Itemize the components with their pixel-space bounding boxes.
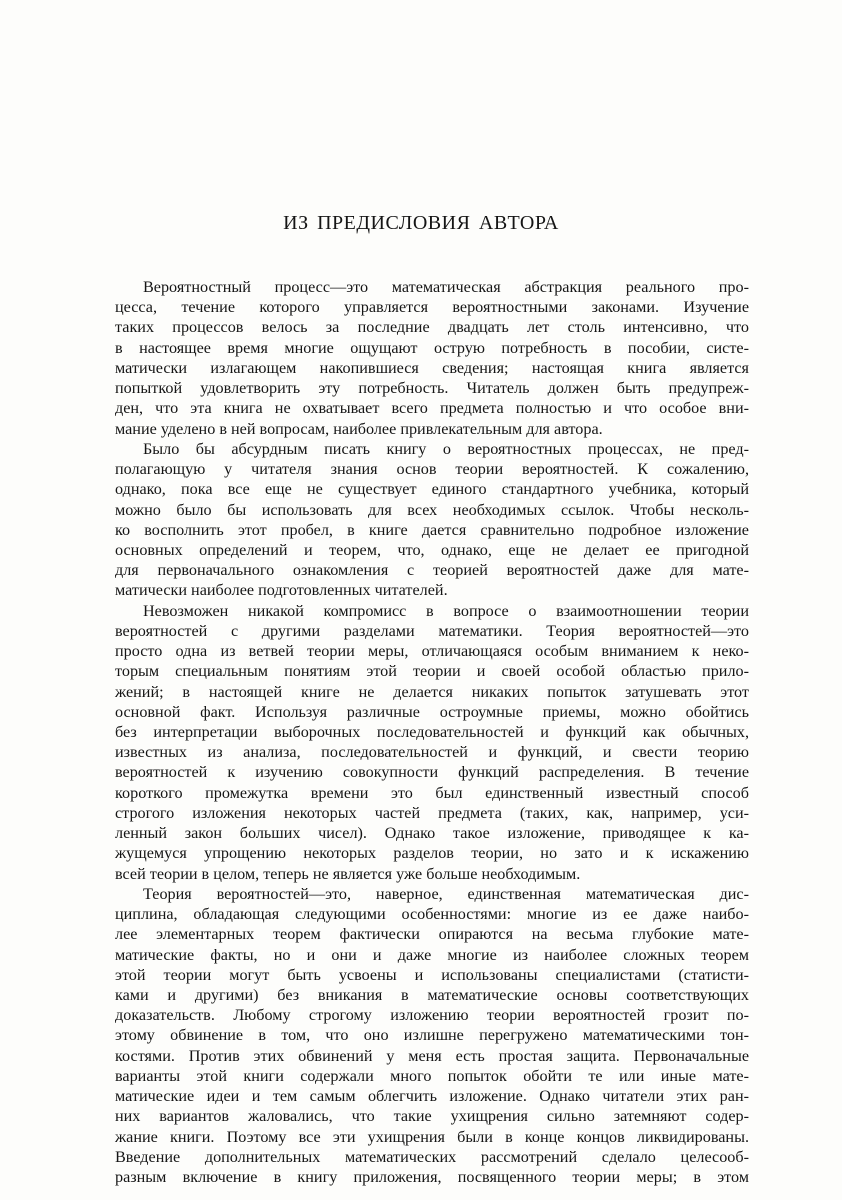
text-line: матически наиболее подготовленных читателей. <box>115 582 448 600</box>
text-line: костями. Против этих обвинений у меня есть простая защита. Первоначальные <box>115 1047 749 1065</box>
text-line: таких процессов велось за последние двадцать лет столь интенсивно, что <box>115 319 749 337</box>
text-line: циплина, обладающая следующими особенностями: многие из ее даже наибо- <box>115 906 749 924</box>
text-line: Теория вероятностей—это, наверное, единственная математическая дис- <box>143 885 749 903</box>
text-line: известных из анализа, последовательностей и функций, и свести теорию <box>115 744 749 762</box>
text-line: однако, пока все еще не существует единого стандартного учебника, который <box>115 481 749 499</box>
text-line: Невозможен никакой компромисс в вопросе о взаимоотношении теории <box>143 602 749 620</box>
page-title: ИЗ ПРЕДИСЛОВИЯ АВТОРА <box>283 212 559 234</box>
text-line: них вариантов жаловались, что такие ухищрения сильно затемняют содер- <box>115 1108 749 1126</box>
text-line: ленный закон больших чисел). Однако такое изложение, приводящее к ка- <box>115 825 749 843</box>
text-line: всей теории в целом, теперь не является уже больше необходимым. <box>115 865 581 883</box>
text-line: разным включение в книгу приложения, посвященного теории меры; в этом <box>115 1169 749 1186</box>
text-line: основной факт. Используя различные остроумные приемы, можно обойтись <box>115 703 749 721</box>
text-line: полагающую у читателя знания основ теории вероятностей. К сожалению, <box>115 461 749 479</box>
text-line: ками и другими) без вникания в математические основы соответствующих <box>115 986 749 1004</box>
text-line: жений; в настоящей книге не делается никаких попыток затушевать этот <box>115 683 749 701</box>
text-line: вероятностей к изучению совокупности функций распределения. В течение <box>115 764 749 782</box>
text-line: строгого изложения некоторых частей предмета (таких, как, например, уси- <box>115 804 749 822</box>
text-line: лее элементарных теорем фактически опираются на весьма глубокие мате- <box>115 926 749 944</box>
text-line: для первоначального ознакомления с теорией вероятностей даже для мате- <box>115 562 749 580</box>
text-line: вероятностей с другими разделами математики. Теория вероятностей—это <box>115 622 749 640</box>
text-line: ко восполнить этот пробел, в книге дается сравнительно подробное изложение <box>115 521 749 539</box>
text-line: доказательств. Любому строгому изложению теории вероятностей грозит по- <box>115 1007 749 1025</box>
text-line: просто одна из ветвей теории меры, отличающаяся особым вниманием к неко- <box>115 643 749 661</box>
text-line: без интерпретации выборочных последовательностей и функций как обычных, <box>115 724 749 741</box>
text-line: торым специальным понятиям этой теории и своей особой областью прило- <box>115 663 749 681</box>
text-line: цесса, течение которого управляется вероятностными законами. Изучение <box>115 299 749 317</box>
text-line: матические факты, но и они и даже многие из наиболее сложных теорем <box>115 946 749 964</box>
text-line: попыткой удовлетворить эту потребность. Читатель должен быть предупреж- <box>115 380 749 398</box>
text-line: жущемуся упрощению некоторых разделов теории, но зато и к искажению <box>115 845 749 863</box>
text-line: Введение дополнительных математических рассмотрений сделало целесооб- <box>115 1148 749 1166</box>
text-line: этому обвинение в том, что оно излишне перегружено математическими тон- <box>115 1027 749 1045</box>
text-line: жание книги. Поэтому все эти ухищрения были в конце концов ликвидированы. <box>115 1128 749 1146</box>
text-line: матически излагающем накопившиеся сведения; настоящая книга является <box>115 359 749 377</box>
text-line: Было бы абсурдным писать книгу о вероятностных процессах, не пред- <box>143 440 749 458</box>
text-line: короткого промежутка времени это был единственный известный способ <box>115 784 749 802</box>
text-line: можно было бы использовать для всех необходимых ссылок. Чтобы несколь- <box>115 501 749 519</box>
text-line: Вероятностный процесс—это математическая абстракция реального про- <box>143 279 749 296</box>
text-line: ден, что эта книга не охватывает всего предмета полностью и что особое вни- <box>115 400 749 418</box>
text-line: варианты этой книги содержали много попыток обойти те или иные мате- <box>115 1067 749 1085</box>
text-line: в настоящее время многие ощущают острую потребность в пособии, систе- <box>115 339 749 357</box>
text-line: матические идеи и тем самым облегчить изложение. Однако читатели этих ран- <box>115 1088 749 1106</box>
text-line: основных определений и теорем, что, однако, еще не делает ее пригодной <box>115 541 749 559</box>
text-line: мание уделено в ней вопросам, наиболее привлекательным для автора. <box>115 420 603 438</box>
text-line: этой теории могут быть усвоены и использованы специалистами (статисти- <box>115 966 749 984</box>
